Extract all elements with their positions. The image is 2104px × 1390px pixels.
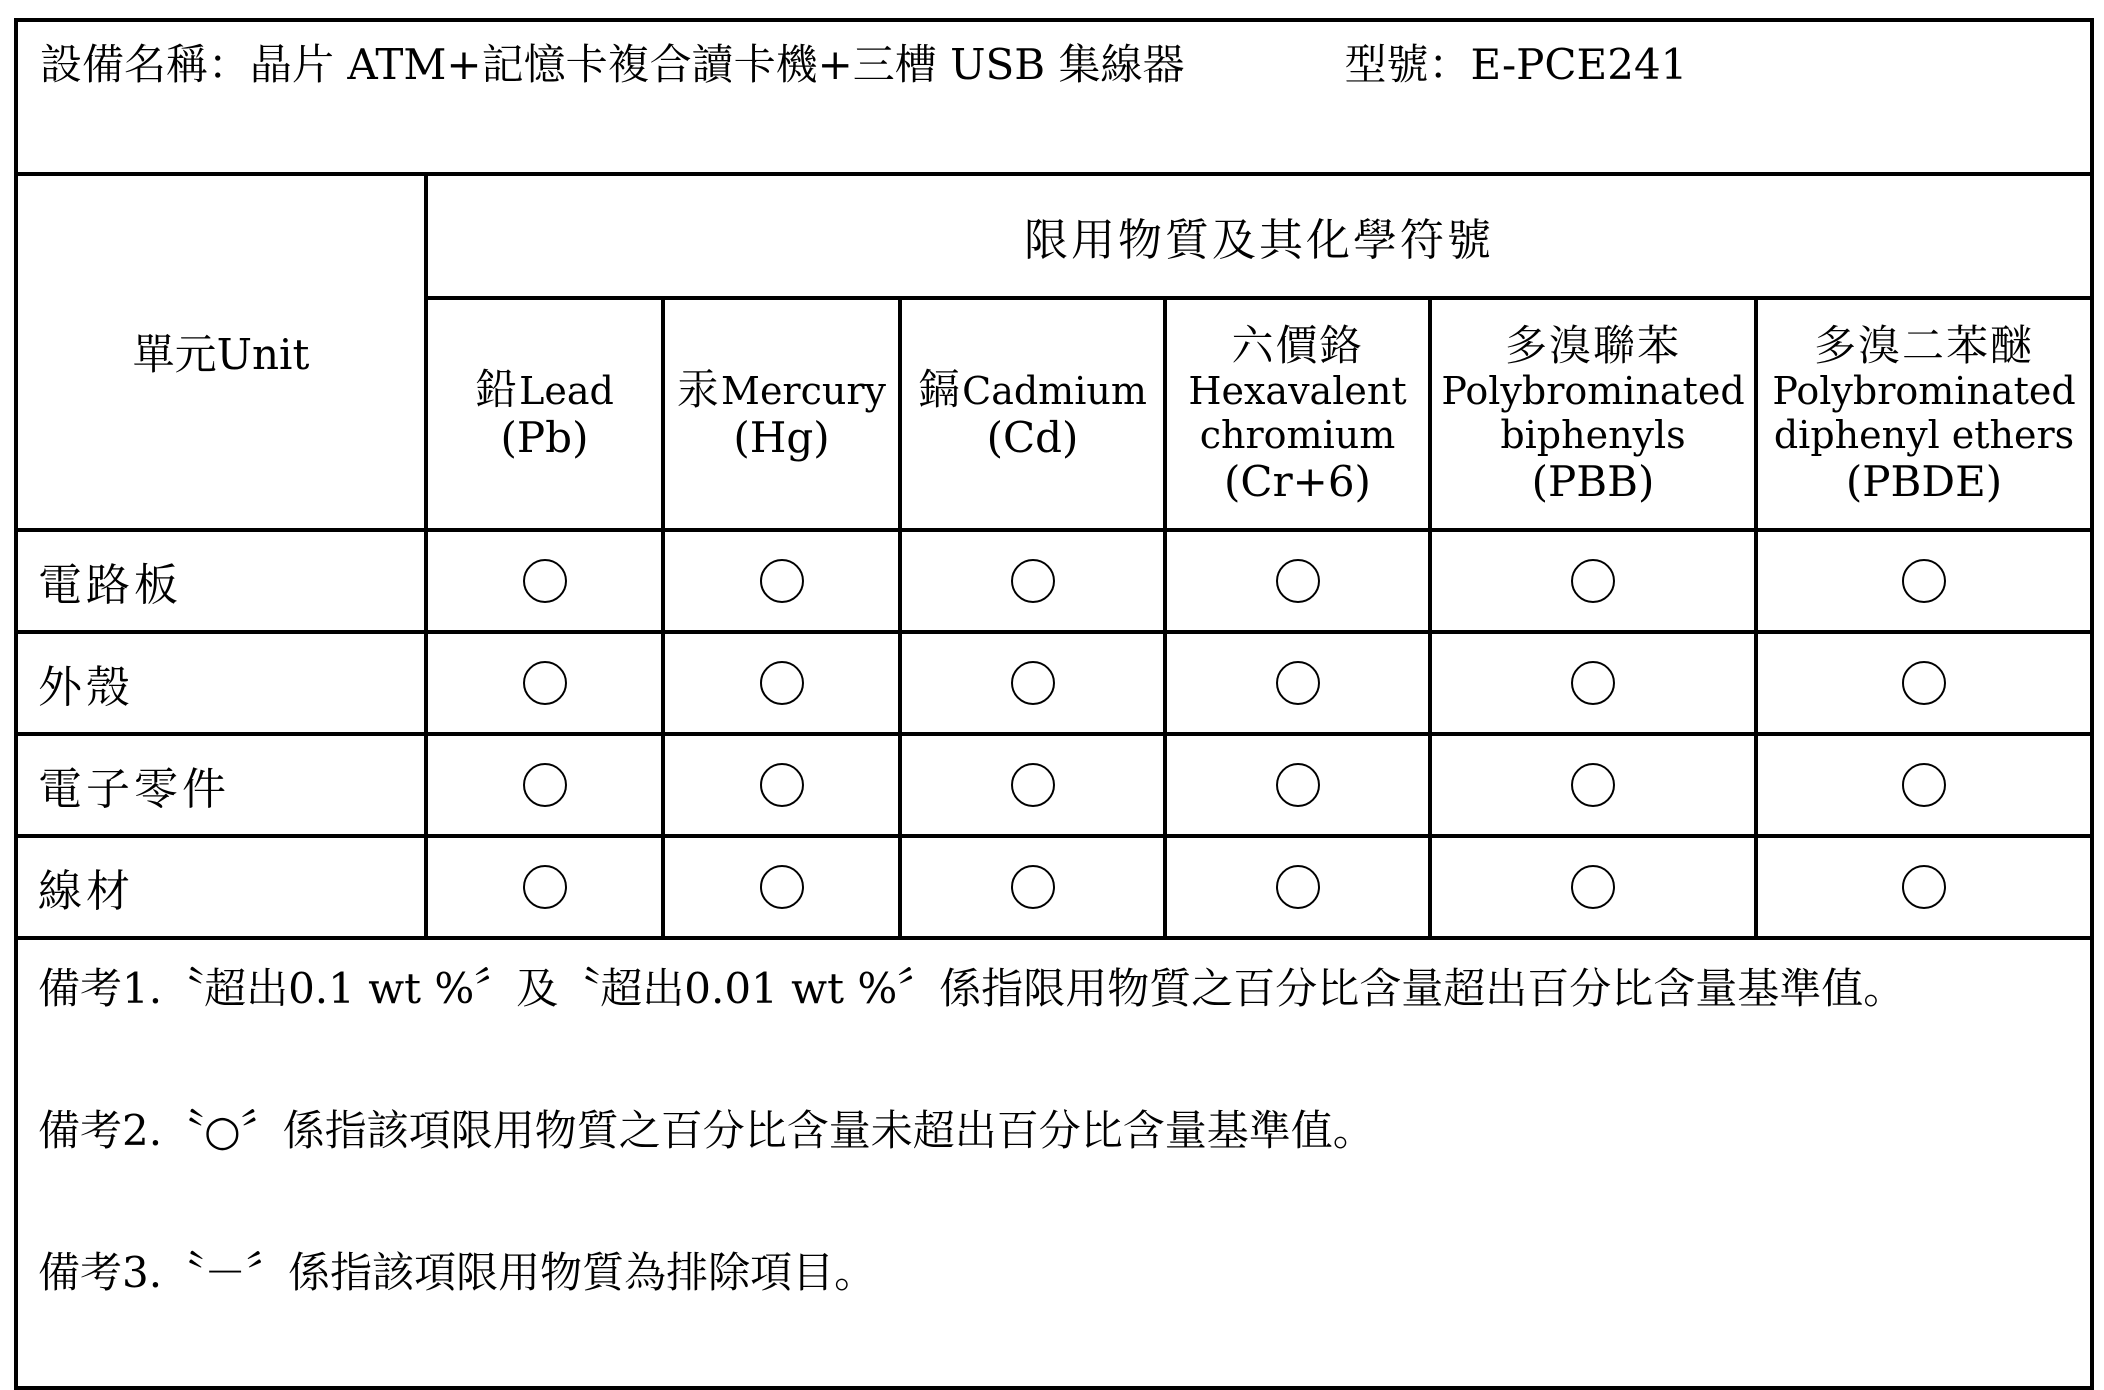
substance-header-hexavalent-chromium: 六價鉻 Hexavalent chromium (Cr+6) bbox=[1165, 298, 1430, 530]
circle-mark-icon bbox=[1571, 865, 1615, 909]
mark-cell bbox=[1165, 734, 1430, 836]
table-row bbox=[16, 632, 2092, 734]
circle-mark-icon bbox=[523, 559, 567, 603]
mark-cell bbox=[426, 530, 663, 632]
circle-mark-icon bbox=[1011, 865, 1055, 909]
substance-header-lead: 鉛Lead (Pb) bbox=[426, 298, 663, 530]
mark-cell bbox=[1756, 530, 2092, 632]
mark-cell bbox=[1430, 632, 1756, 734]
mark-cell bbox=[1165, 530, 1430, 632]
remark-2: 備考2.〝○〞係指該項限用物質之百分比含量未超出百分比含量基準值。 bbox=[38, 1106, 1375, 1155]
circle-mark-icon bbox=[760, 763, 804, 807]
mark-cell bbox=[900, 836, 1165, 938]
mark-cell bbox=[426, 836, 663, 938]
circle-mark-icon bbox=[1571, 763, 1615, 807]
circle-mark-icon bbox=[523, 865, 567, 909]
mark-cell bbox=[1165, 836, 1430, 938]
restricted-substances-header: 限用物質及其化學符號 bbox=[426, 174, 2092, 298]
substance-header-mercury: 汞Mercury (Hg) bbox=[663, 298, 900, 530]
model-number-label: 型號：E-PCE241 bbox=[1344, 40, 1688, 89]
mark-cell bbox=[1756, 836, 2092, 938]
unit-label-housing: 外殼 bbox=[16, 632, 426, 734]
mark-cell bbox=[663, 734, 900, 836]
mark-cell bbox=[1165, 632, 1430, 734]
mark-cell bbox=[663, 836, 900, 938]
circle-mark-icon bbox=[1571, 559, 1615, 603]
circle-mark-icon bbox=[760, 559, 804, 603]
unit-label-electronic-parts: 電子零件 bbox=[16, 734, 426, 836]
unit-label-circuit-board: 電路板 bbox=[16, 530, 426, 632]
mark-cell bbox=[1756, 734, 2092, 836]
mark-cell bbox=[663, 632, 900, 734]
mark-cell bbox=[900, 530, 1165, 632]
circle-mark-icon bbox=[1902, 559, 1946, 603]
mark-cell bbox=[900, 734, 1165, 836]
circle-mark-icon bbox=[1276, 763, 1320, 807]
mark-cell bbox=[663, 530, 900, 632]
circle-mark-icon bbox=[1902, 763, 1946, 807]
table-row bbox=[16, 734, 2092, 836]
rohs-declaration-document bbox=[14, 18, 2090, 1374]
unit-label-cables: 線材 bbox=[16, 836, 426, 938]
rohs-table bbox=[14, 18, 2094, 1390]
mark-cell bbox=[900, 632, 1165, 734]
device-name-label: 設備名稱：晶片 ATM+記憶卡複合讀卡機+三槽 USB 集線器 bbox=[40, 40, 1185, 89]
circle-mark-icon bbox=[1011, 559, 1055, 603]
circle-mark-icon bbox=[1902, 865, 1946, 909]
substance-header-pbb: 多溴聯苯 Polybrominated biphenyls (PBB) bbox=[1430, 298, 1756, 530]
remark-3: 備考3.〝－〞係指該項限用物質為排除項目。 bbox=[38, 1248, 877, 1297]
mark-cell bbox=[1430, 836, 1756, 938]
mark-cell bbox=[1756, 632, 2092, 734]
substance-header-pbde: 多溴二苯醚 Polybrominated diphenyl ethers (PBDE) bbox=[1756, 298, 2092, 530]
circle-mark-icon bbox=[1571, 661, 1615, 705]
substance-header-cadmium: 鎘Cadmium (Cd) bbox=[900, 298, 1165, 530]
remarks-section bbox=[16, 938, 2092, 1388]
remark-1: 備考1.〝超出0.1 wt %〞及〝超出0.01 wt %〞係指限用物質之百分比含量超出百分比含量基準值。 bbox=[38, 964, 1906, 1013]
mark-cell bbox=[426, 632, 663, 734]
table-row bbox=[16, 836, 2092, 938]
circle-mark-icon bbox=[523, 661, 567, 705]
table-row bbox=[16, 530, 2092, 632]
mark-cell bbox=[1430, 530, 1756, 632]
mark-cell bbox=[1430, 734, 1756, 836]
unit-column-header: 單元Unit bbox=[16, 174, 426, 530]
circle-mark-icon bbox=[760, 661, 804, 705]
mark-cell bbox=[426, 734, 663, 836]
circle-mark-icon bbox=[1011, 661, 1055, 705]
circle-mark-icon bbox=[1276, 559, 1320, 603]
circle-mark-icon bbox=[760, 865, 804, 909]
circle-mark-icon bbox=[1276, 865, 1320, 909]
circle-mark-icon bbox=[523, 763, 567, 807]
circle-mark-icon bbox=[1011, 763, 1055, 807]
circle-mark-icon bbox=[1902, 661, 1946, 705]
device-header bbox=[16, 20, 2092, 174]
circle-mark-icon bbox=[1276, 661, 1320, 705]
